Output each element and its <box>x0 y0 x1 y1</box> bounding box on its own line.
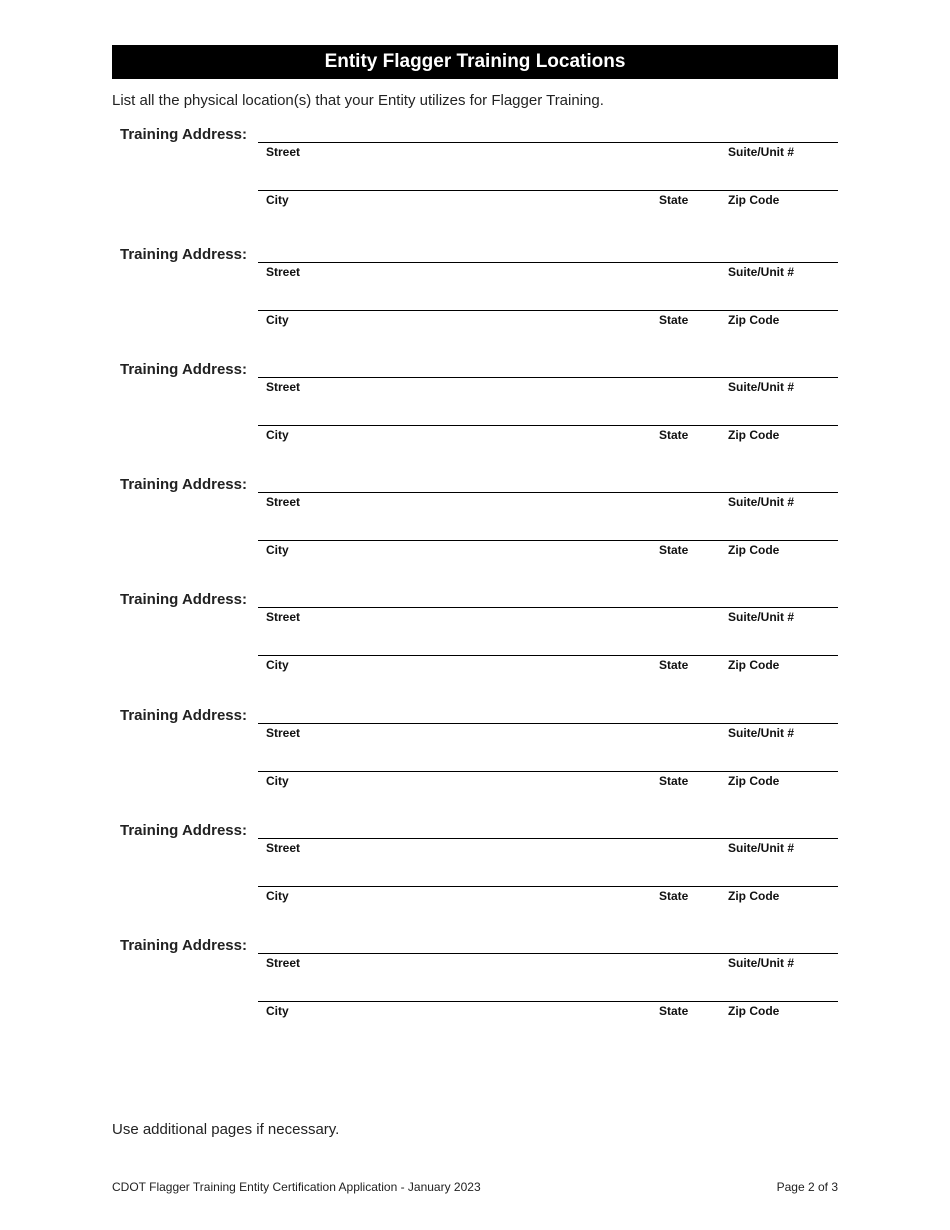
state-label: State <box>659 774 689 788</box>
city-state-zip-row <box>258 425 838 456</box>
instructions-text: List all the physical location(s) that your Entity utilizes for Flagger Training. <box>112 92 604 109</box>
training-address-label: Training Address: <box>120 361 247 378</box>
training-address-block <box>0 246 950 346</box>
suite-label: Suite/Unit # <box>728 726 795 740</box>
state-label: State <box>659 1004 689 1018</box>
additional-pages-note: Use additional pages if necessary. <box>112 1121 340 1138</box>
street-label: Street <box>266 380 301 394</box>
training-address-block <box>0 707 950 807</box>
section-title-bar <box>112 45 838 79</box>
zip-label: Zip Code <box>728 543 780 557</box>
suite-label: Suite/Unit # <box>728 380 795 394</box>
training-address-label: Training Address: <box>120 822 247 839</box>
suite-label: Suite/Unit # <box>728 956 795 970</box>
zip-label: Zip Code <box>728 1004 780 1018</box>
training-address-block <box>0 476 950 576</box>
street-label: Street <box>266 610 301 624</box>
street-label: Street <box>266 726 301 740</box>
suite-label: Suite/Unit # <box>728 495 795 509</box>
state-label: State <box>659 543 689 557</box>
city-label: City <box>266 889 289 903</box>
zip-label: Zip Code <box>728 193 780 207</box>
state-label: State <box>659 193 689 207</box>
street-suite-row <box>258 377 838 408</box>
street-label: Street <box>266 265 301 279</box>
street-suite-row <box>258 142 838 173</box>
city-label: City <box>266 543 289 557</box>
training-address-label: Training Address: <box>120 126 247 143</box>
zip-label: Zip Code <box>728 313 780 327</box>
street-suite-row <box>258 607 838 638</box>
page-title: Entity Flagger Training Locations <box>324 51 626 72</box>
city-state-zip-row <box>258 655 838 686</box>
street-label: Street <box>266 956 301 970</box>
zip-label: Zip Code <box>728 658 780 672</box>
city-state-zip-row <box>258 771 838 802</box>
training-address-label: Training Address: <box>120 707 247 724</box>
city-state-zip-row <box>258 540 838 571</box>
zip-label: Zip Code <box>728 889 780 903</box>
zip-label: Zip Code <box>728 428 780 442</box>
street-label: Street <box>266 841 301 855</box>
street-suite-row <box>258 262 838 293</box>
city-label: City <box>266 774 289 788</box>
training-address-label: Training Address: <box>120 246 247 263</box>
training-address-label: Training Address: <box>120 476 247 493</box>
street-suite-row <box>258 492 838 523</box>
training-address-label: Training Address: <box>120 937 247 954</box>
city-state-zip-row <box>258 886 838 917</box>
street-suite-row <box>258 723 838 754</box>
city-state-zip-row <box>258 310 838 341</box>
state-label: State <box>659 313 689 327</box>
city-label: City <box>266 428 289 442</box>
training-address-block <box>0 937 950 1037</box>
footer-document-title: CDOT Flagger Training Entity Certification Application - January 2023 <box>112 1180 481 1194</box>
city-label: City <box>266 313 289 327</box>
suite-label: Suite/Unit # <box>728 145 795 159</box>
state-label: State <box>659 428 689 442</box>
street-suite-row <box>258 953 838 984</box>
city-label: City <box>266 658 289 672</box>
city-label: City <box>266 193 289 207</box>
state-label: State <box>659 889 689 903</box>
suite-label: Suite/Unit # <box>728 610 795 624</box>
training-address-label: Training Address: <box>120 591 247 608</box>
zip-label: Zip Code <box>728 774 780 788</box>
city-state-zip-row <box>258 190 838 221</box>
training-address-block <box>0 591 950 691</box>
street-suite-row <box>258 838 838 869</box>
training-address-block <box>0 822 950 922</box>
suite-label: Suite/Unit # <box>728 841 795 855</box>
state-label: State <box>659 658 689 672</box>
city-label: City <box>266 1004 289 1018</box>
suite-label: Suite/Unit # <box>728 265 795 279</box>
training-address-block <box>0 126 950 226</box>
street-label: Street <box>266 145 301 159</box>
city-state-zip-row <box>258 1001 838 1032</box>
street-label: Street <box>266 495 301 509</box>
training-address-block <box>0 361 950 461</box>
footer-page-number: Page 2 of 3 <box>776 1180 838 1194</box>
